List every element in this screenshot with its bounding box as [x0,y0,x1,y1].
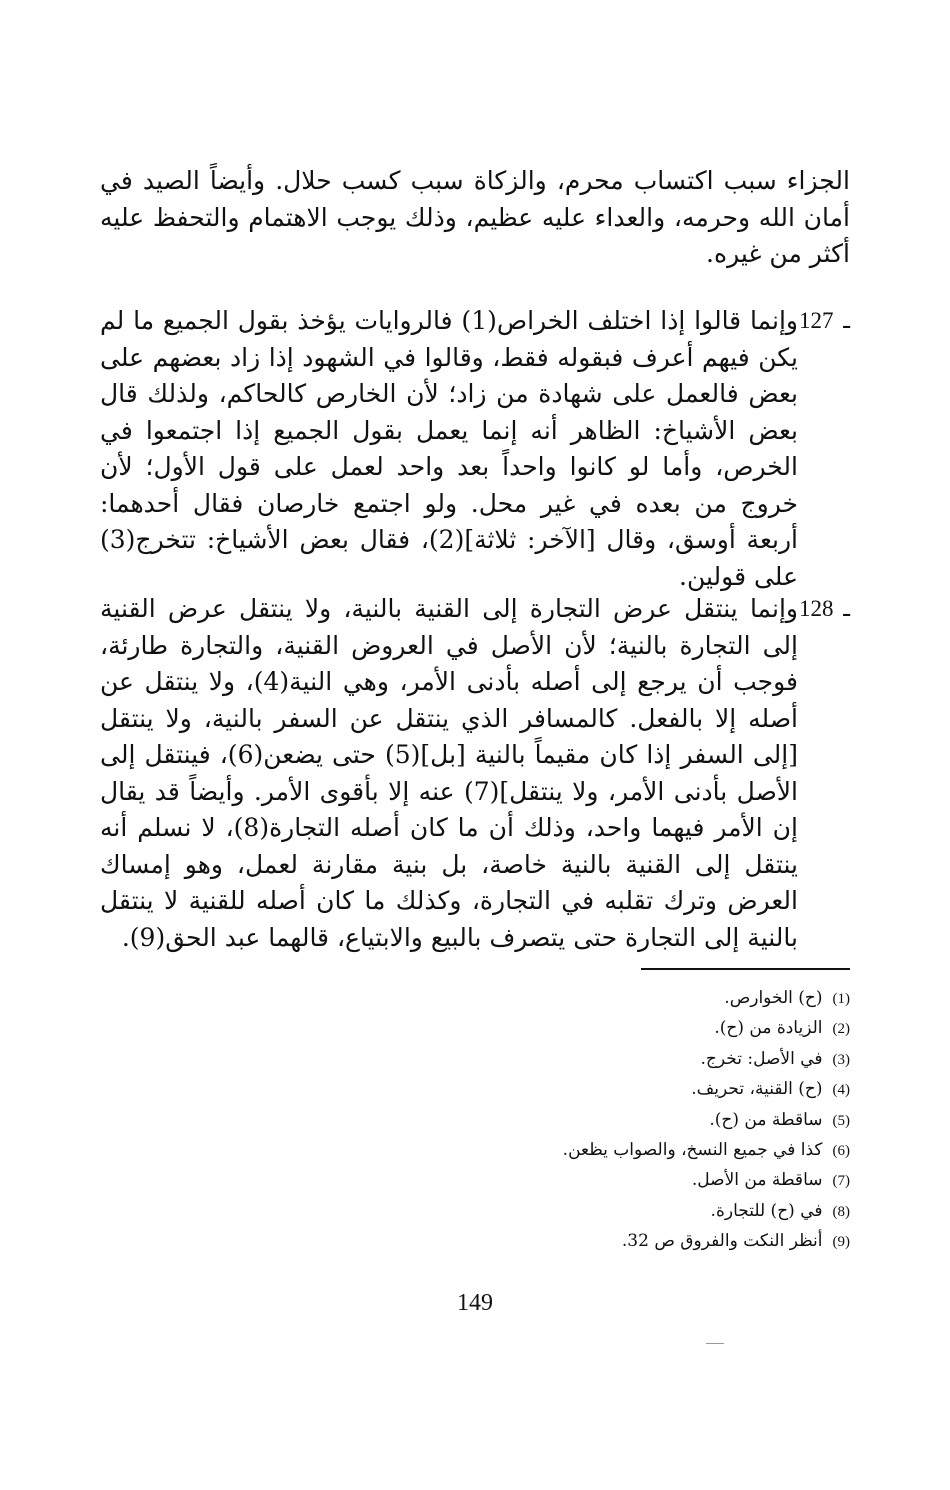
footnote-item: (6)كذا في جميع النسخ، والصواب يظعن. [562,1140,850,1161]
paragraph-128 [100,591,850,956]
paragraph-number: 127 ـ [799,308,850,333]
footnote-item: (4)(ح) القنية، تحريف. [691,1079,850,1100]
paragraph-text: وإنما قالوا إذا اختلف الخراص(1) فالروايات يؤخذ بقول الجميع ما لم يكن فيهم أعرف فبقوله فقط، وقالوا في الشهود إذا زاد بعضهم على بعض فالعمل على شهادة من زاد؛ لأن الخارص كالحاكم، ولذلك قال بعض الأشياخ: الظاهر أنه إنما يعمل بقول الجميع إذا اجتمعوا في الخرص، وأما لو كانوا واحداً بعد واحد لعمل على قول الأول؛ لأن خروج من بعده في غير محل. ولو اجتمع خارصان فقال أحدهما: أربعة أوسق، وقال [الآخر: ثلاثة](2)، فقال بعض الأشياخ: تتخرج(3) على قولين. [100,306,799,591]
paragraph-intro: الجزاء سبب اكتساب محرم، والزكاة سبب كسب حلال. وأيضاً الصيد في أمان الله وحرمه، والعداء عليه عظيم، وذلك يوجب الاهتمام والتحفظ عليه أكثر من غيره. [100,166,850,268]
footnote-item: (5)ساقطة من (ح). [709,1109,850,1130]
footnotes-list [250,984,850,1258]
footnote-item: (3)في الأصل: تخرج. [700,1048,850,1069]
footnote-item: (7)ساقطة من الأصل. [691,1170,850,1191]
footnote-item: (1)(ح) الخوارص. [724,988,850,1008]
paragraph-text: وإنما ينتقل عرض التجارة إلى القنية بالنية، ولا ينتقل عرض القنية إلى التجارة بالنية؛ لأن الأصل في العروض القنية، والتجارة طارئة، فوجب أن يرجع إلى أصله بأدنى الأمر، وهي النية(4)، ولا ينتقل عن أصله إلا بالفعل. كالمسافر الذي ينتقل عن السفر بالنية، ولا ينتقل [إلى السفر إذا كان مقيماً بالنية [بل](5) حتى يضعن(6)، فينتقل إلى الأصل بأدنى الأمر، ولا ينتقل](7) عنه إلا بأقوى الأمر. وأيضاً قد يقال إن الأمر فيهما واحد، وذلك أن ما كان أصله التجارة(8)، لا نسلم أنه ينتقل إلى القنية بالنية خاصة، بل بنية مقارنة لعمل، وهو إمساك العرض وترك تقلبه في التجارة، وكذلك ما كان أصله للقنية لا ينتقل بالنية إلى التجارة حتى يتصرف بالبيع والابتياع، قالهما عبد الحق(9). [100,594,798,952]
footnote-item: (9)أنظر النكت والفروق ص 32. [621,1231,850,1252]
footnote-item: (8)في (ح) للتجارة. [710,1200,850,1221]
footnote-separator [641,968,850,970]
page-number: 149 [457,1290,493,1316]
scan-mark [706,1343,724,1344]
paragraph-number: 128 ـ [799,596,850,621]
paragraph-127 [100,303,850,595]
footnote-item: (2)الزيادة من (ح). [714,1018,850,1039]
